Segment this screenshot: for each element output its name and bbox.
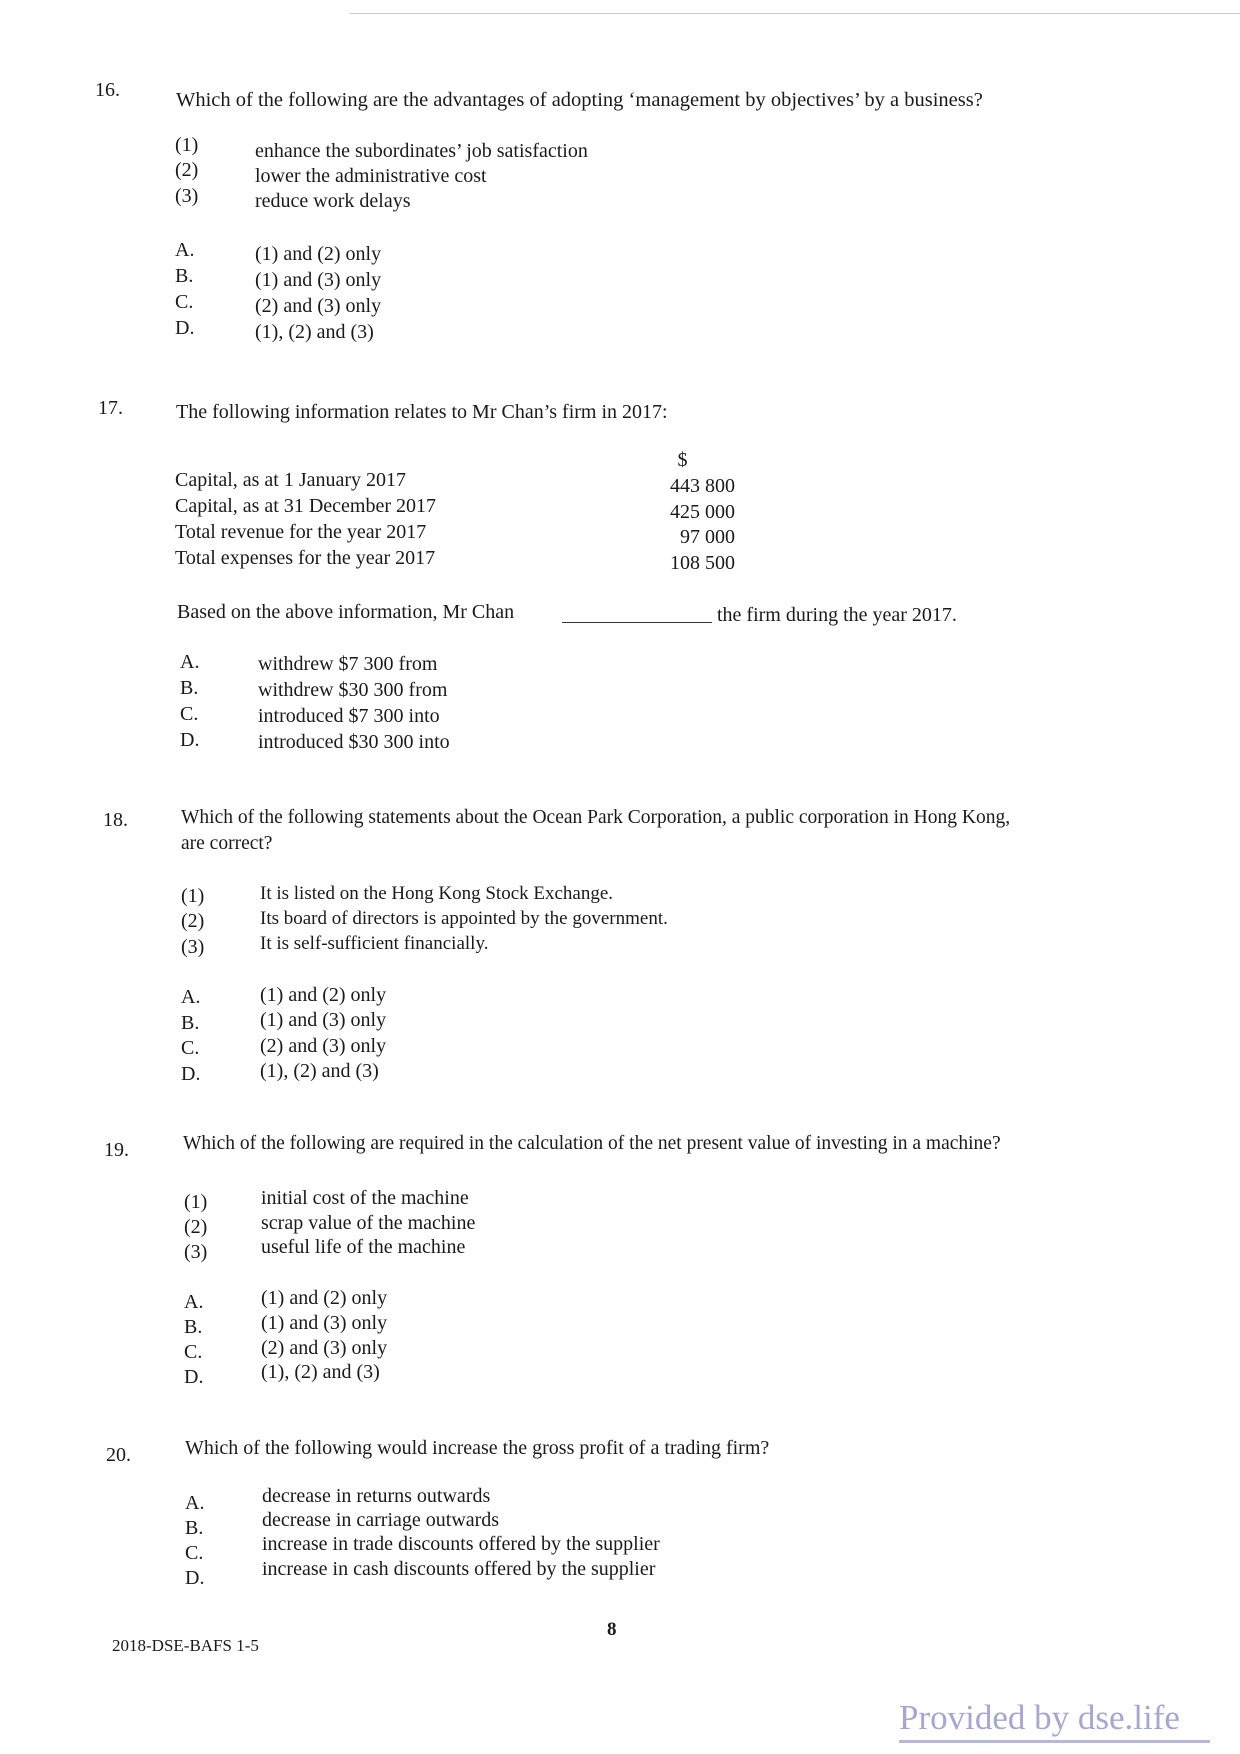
option-letter: D. <box>175 317 195 339</box>
stem-text: Based on the above information, Mr Chan <box>177 601 515 623</box>
item-text: It is self-sufficient financially. <box>260 933 489 954</box>
option-text: (1) and (3) only <box>261 1312 388 1334</box>
option-letter: B. <box>181 1012 200 1034</box>
item-number: (3) <box>181 936 205 958</box>
option-letter: B. <box>175 265 194 287</box>
item-text: useful life of the machine <box>261 1236 466 1258</box>
question-text-cont: are correct? <box>181 833 273 854</box>
option-letter: C. <box>181 1037 200 1059</box>
item-text: Its board of directors is appointed by the government. <box>260 908 668 929</box>
option-letter: A. <box>184 1291 204 1313</box>
option-text: (1), (2) and (3) <box>260 1060 379 1082</box>
option-letter: B. <box>184 1316 203 1338</box>
option-text: (2) and (3) only <box>255 295 382 317</box>
item-number: (2) <box>181 910 205 932</box>
watermark-text: Provided by dse.life <box>899 1698 1180 1737</box>
option-text: (1), (2) and (3) <box>261 1361 380 1383</box>
option-text: (1), (2) and (3) <box>255 321 374 343</box>
option-letter: A. <box>180 651 200 673</box>
row-value: 425 000 <box>670 501 735 523</box>
row-label: Total revenue for the year 2017 <box>175 521 427 543</box>
option-text: (1) and (3) only <box>255 269 382 291</box>
answer-blank <box>562 622 712 623</box>
item-number: (1) <box>184 1191 208 1213</box>
option-text: increase in cash discounts offered by the supplier <box>262 1558 656 1580</box>
item-number: (2) <box>184 1216 208 1238</box>
option-letter: D. <box>180 729 200 751</box>
option-letter: D. <box>185 1567 205 1589</box>
option-text: decrease in returns outwards <box>262 1485 491 1507</box>
option-text: (1) and (3) only <box>260 1009 387 1031</box>
option-text: withdrew $30 300 from <box>258 679 448 701</box>
question-number: 16. <box>95 79 120 101</box>
page-number: 8 <box>607 1619 617 1640</box>
item-number: (1) <box>181 885 205 907</box>
row-value: 443 800 <box>670 475 735 497</box>
item-text: lower the administrative cost <box>255 165 487 187</box>
option-letter: C. <box>185 1542 204 1564</box>
question-text: Which of the following are the advantages of adopting ‘management by objectives’ by a business? <box>176 89 983 111</box>
option-letter: A. <box>175 239 195 261</box>
row-label: Capital, as at 1 January 2017 <box>175 469 407 491</box>
paper-code: 2018-DSE-BAFS 1-5 <box>112 1636 259 1655</box>
question-number: 18. <box>103 809 128 831</box>
option-letter: D. <box>184 1366 204 1388</box>
option-letter: D. <box>181 1063 201 1085</box>
option-text: (1) and (2) only <box>261 1287 388 1309</box>
option-letter: B. <box>185 1517 204 1539</box>
option-text: increase in trade discounts offered by the supplier <box>262 1533 660 1555</box>
question-text: The following information relates to Mr Chan’s firm in 2017: <box>176 401 668 423</box>
item-number: (3) <box>175 185 199 207</box>
question-number: 17. <box>98 397 123 419</box>
option-text: (2) and (3) only <box>260 1035 387 1057</box>
question-number: 20. <box>106 1444 131 1466</box>
currency-header: $ <box>677 449 688 471</box>
row-label: Total expenses for the year 2017 <box>175 547 436 569</box>
question-number: 19. <box>104 1139 129 1161</box>
question-text: Which of the following are required in the calculation of the net present value of investing in a machine? <box>183 1133 1001 1154</box>
item-text: It is listed on the Hong Kong Stock Exchange. <box>260 883 614 904</box>
item-text: initial cost of the machine <box>261 1187 469 1209</box>
row-value: 97 000 <box>680 526 735 548</box>
item-number: (1) <box>175 134 199 156</box>
row-value: 108 500 <box>670 552 735 574</box>
item-text: scrap value of the machine <box>261 1212 476 1234</box>
item-number: (3) <box>184 1241 208 1263</box>
watermark-underline <box>899 1740 1210 1743</box>
option-text: (1) and (2) only <box>260 984 387 1006</box>
option-letter: A. <box>181 986 201 1008</box>
question-text: Which of the following would increase the gross profit of a trading firm? <box>185 1437 770 1459</box>
option-text: (1) and (2) only <box>255 243 382 265</box>
row-label: Capital, as at 31 December 2017 <box>175 495 437 517</box>
option-letter: A. <box>185 1492 205 1514</box>
option-text: (2) and (3) only <box>261 1337 388 1359</box>
option-letter: C. <box>184 1341 203 1363</box>
option-text: introduced $30 300 into <box>258 731 450 753</box>
top-rule <box>350 13 1240 14</box>
option-letter: C. <box>175 291 194 313</box>
stem-text-end: the firm during the year 2017. <box>717 604 957 626</box>
option-letter: B. <box>180 677 199 699</box>
option-text: decrease in carriage outwards <box>262 1509 500 1531</box>
item-text: reduce work delays <box>255 190 411 212</box>
option-text: introduced $7 300 into <box>258 705 440 727</box>
question-text: Which of the following statements about the Ocean Park Corporation, a public corporation in Hong Kong, <box>181 807 1011 828</box>
item-number: (2) <box>175 159 199 181</box>
option-letter: C. <box>180 703 199 725</box>
option-text: withdrew $7 300 from <box>258 653 438 675</box>
item-text: enhance the subordinates’ job satisfaction <box>255 140 588 162</box>
